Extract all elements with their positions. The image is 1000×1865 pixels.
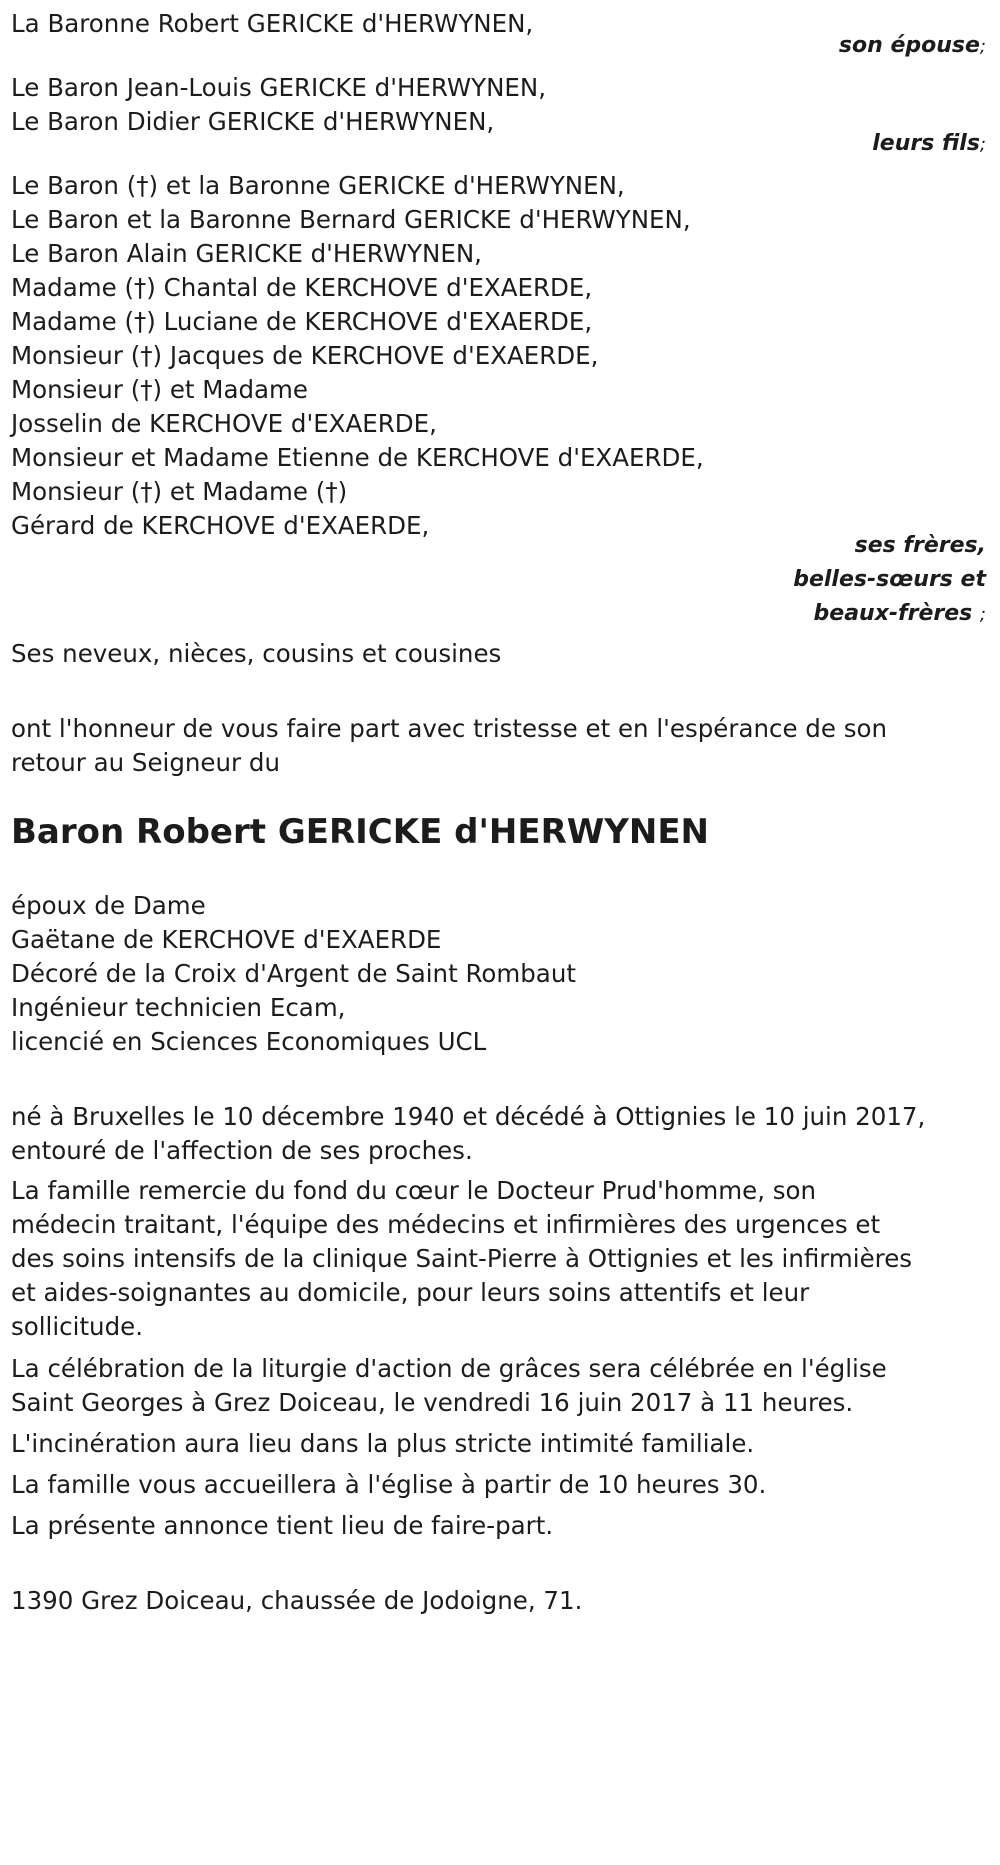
sibling-line: Monsieur (†) Jacques de KERCHOVE d'EXAERDE, <box>11 341 599 370</box>
siblings-role-line-2: belles-sœurs et <box>793 567 986 592</box>
detail-line: époux de Dame <box>11 891 206 920</box>
detail-line: Ingénieur technicien Ecam, <box>11 993 346 1022</box>
son-line: Le Baron Didier GERICKE d'HERWYNEN, <box>11 107 495 136</box>
sons-role-label: leurs fils <box>872 131 980 156</box>
sibling-line: Le Baron (†) et la Baronne GERICKE d'HERWYNEN, <box>11 171 625 200</box>
notice-line: La présente annonce tient lieu de faire-part. <box>11 1511 554 1540</box>
sibling-line: Madame (†) Luciane de KERCHOVE d'EXAERDE, <box>11 307 593 336</box>
intro-line: ont l'honneur de vous faire part avec tristesse et en l'espérance de son <box>11 714 888 743</box>
sibling-line: Gérard de KERCHOVE d'EXAERDE, <box>11 511 430 540</box>
spouse-role <box>839 30 986 63</box>
detail-line: Décoré de la Croix d'Argent de Saint Rombaut <box>11 959 576 988</box>
cremation-line: L'incinération aura lieu dans la plus stricte intimité familiale. <box>11 1429 755 1458</box>
spouse-role-punct: ; <box>979 36 986 57</box>
sibling-line: Le Baron et la Baronne Bernard GERICKE d'HERWYNEN, <box>11 205 691 234</box>
siblings-role-punct: ; <box>979 604 986 625</box>
sibling-line: Le Baron Alain GERICKE d'HERWYNEN, <box>11 239 482 268</box>
sons-role <box>872 128 986 161</box>
son-line: Le Baron Jean-Louis GERICKE d'HERWYNEN, <box>11 73 547 102</box>
thanks-line: et aides-soignantes au domicile, pour leurs soins attentifs et leur <box>11 1278 810 1307</box>
intro-line: retour au Seigneur du <box>11 748 280 777</box>
sibling-line: Monsieur (†) et Madame <box>11 375 308 404</box>
thanks-line: des soins intensifs de la clinique Saint-Pierre à Ottignies et les infirmières <box>11 1244 913 1273</box>
sibling-line: Josselin de KERCHOVE d'EXAERDE, <box>11 409 437 438</box>
sons-role-punct: ; <box>979 134 986 155</box>
sibling-line: Monsieur (†) et Madame (†) <box>11 477 348 506</box>
ceremony-line: Saint Georges à Grez Doiceau, le vendredi 16 juin 2017 à 11 heures. <box>11 1388 854 1417</box>
others-line: Ses neveux, nièces, cousins et cousines <box>11 639 502 668</box>
birth-death-line: entouré de l'affection de ses proches. <box>11 1136 473 1165</box>
sibling-line: Monsieur et Madame Etienne de KERCHOVE d'EXAERDE, <box>11 443 704 472</box>
ceremony-line: La célébration de la liturgie d'action de grâces sera célébrée en l'église <box>11 1354 887 1383</box>
siblings-role-label: beaux-frères <box>813 601 973 626</box>
thanks-line: sollicitude. <box>11 1312 143 1341</box>
thanks-line: La famille remercie du fond du cœur le Docteur Prud'homme, son <box>11 1176 817 1205</box>
address-line: 1390 Grez Doiceau, chaussée de Jodoigne, 71. <box>11 1586 583 1615</box>
spouse-role-label: son épouse <box>838 33 980 58</box>
thanks-line: médecin traitant, l'équipe des médecins et infirmières des urgences et <box>11 1210 881 1239</box>
siblings-role-line-3 <box>814 598 986 631</box>
detail-line: licencié en Sciences Economiques UCL <box>11 1027 487 1056</box>
birth-death-line: né à Bruxelles le 10 décembre 1940 et décédé à Ottignies le 10 juin 2017, <box>11 1102 926 1131</box>
detail-line: Gaëtane de KERCHOVE d'EXAERDE <box>11 925 442 954</box>
sibling-line: Madame (†) Chantal de KERCHOVE d'EXAERDE, <box>11 273 593 302</box>
spouse-name: La Baronne Robert GERICKE d'HERWYNEN, <box>11 9 534 38</box>
siblings-role-line-1: ses frères, <box>854 533 986 558</box>
deceased-name: Baron Robert GERICKE d'HERWYNEN <box>11 812 710 852</box>
reception-line: La famille vous accueillera à l'église à partir de 10 heures 30. <box>11 1470 767 1499</box>
